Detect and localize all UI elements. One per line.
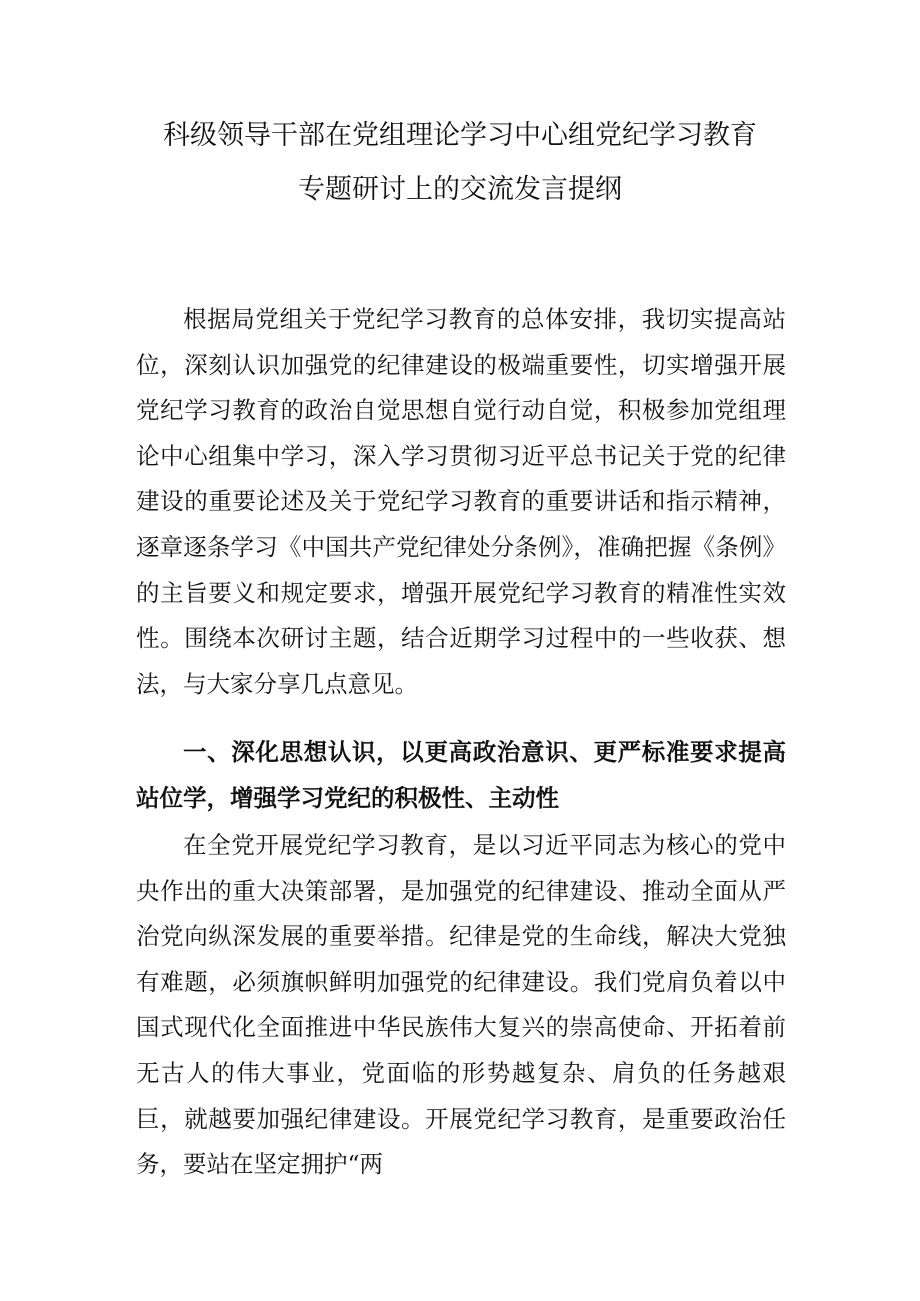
section-1-paragraph: 在全党开展党纪学习教育，是以习近平同志为核心的党中央作出的重大决策部署，是加强党的纪律建设、推动全面从严治党向纵深发展的重要举措。纪律是党的生命线，解决大党独有难题，必须旗帜鲜明加强党的纪律建设。我们党肩负着以中国式现代化全面推进中华民族伟大复兴的崇高使命、开拓着前无古人的伟大事业，党面临的形势越复杂、肩负的任务越艰巨，就越要加强纪律建设。开展党纪学习教育，是重要政治任务，要站在坚定拥护“两 [136,831,786,1179]
intro-paragraph: 根据局党组关于党纪学习教育的总体安排，我切实提高站位，深刻认识加强党的纪律建设的极端重要性，切实增强开展党纪学习教育的政治自觉思想自觉行动自觉，积极参加党组理论中心组集中学习，深入学习贯彻习近平总书记关于党的纪律建设的重要论述及关于党纪学习教育的重要讲话和指示精神，逐章逐条学习《中国共产党纪律处分条例》，准确把握《条例》的主旨要义和规定要求，增强开展党纪学习教育的精准性实效性。围绕本次研讨主题，结合近期学习过程中的一些收获、想法，与大家分享几点意见。 [136,305,786,698]
document-title-line-1: 科级领导干部在党组理论学习中心组党纪学习教育 [163,120,757,151]
section-heading-1: 一、深化思想认识，以更高政治意识、更严标准要求提高站位学，增强学习党纪的积极性、主动性 [136,738,786,812]
document-title-line-2: 专题研讨上的交流发言提纲 [298,174,622,205]
